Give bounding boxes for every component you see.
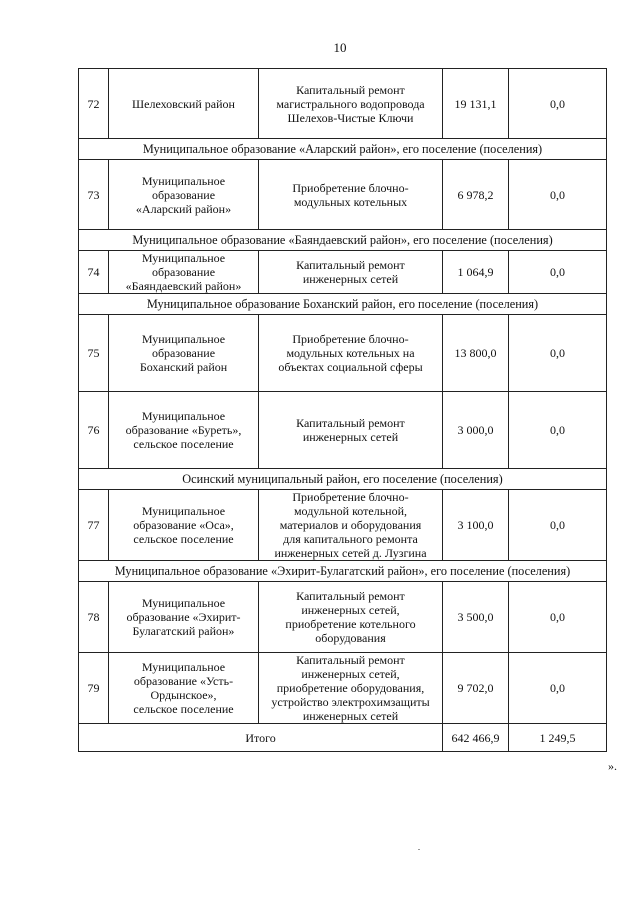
amount-cell: 19 131,1 [443, 69, 509, 139]
table-row [79, 392, 607, 469]
municipality-name-line: образование [151, 265, 216, 279]
work-description-line: инженерных сетей д. Лузгина [274, 546, 427, 560]
work-description-line: инженерных сетей [302, 430, 399, 444]
section-header: Муниципальное образование «Эхирит-Булагатский район», его поселение (поселения) [79, 561, 607, 582]
work-description-line: материалов и оборудования [279, 518, 422, 532]
work-description-line: Приобретение блочно- [292, 490, 409, 504]
municipality-name-line: Муниципальное [141, 173, 226, 188]
municipality-name-line: образование «Буреть», [125, 423, 242, 437]
municipality-name-line: Муниципальное [141, 596, 226, 610]
work-description-line: оборудования [315, 631, 386, 645]
secondary-amount-cell: 0,0 [509, 69, 607, 139]
work-description [259, 582, 443, 653]
row-number: 79 [79, 653, 109, 724]
row-number: 75 [79, 315, 109, 392]
total-secondary-amount: 1 249,5 [509, 724, 607, 752]
work-description-line: Приобретение блочно- [292, 180, 409, 195]
section-header: Муниципальное образование «Аларский район», его поселение (поселения) [79, 139, 607, 160]
work-description [259, 160, 443, 230]
closing-quote: ». [608, 759, 617, 773]
municipality-name-line: Боханский район [139, 360, 228, 374]
municipality-name [109, 251, 259, 294]
work-description-line: инженерных сетей, [301, 667, 400, 681]
funding-table [78, 68, 607, 752]
work-description-line: приобретение оборудования, [276, 681, 425, 695]
municipality-name-line: Муниципальное [141, 504, 226, 518]
work-description-line: объектах социальной сферы [278, 360, 423, 374]
municipality-name-line: образование «Оса», [133, 518, 234, 532]
row-number: 74 [79, 251, 109, 294]
municipality-name-line: Шелеховский район [132, 96, 235, 111]
amount-cell: 6 978,2 [443, 160, 509, 230]
work-description-line: инженерных сетей, [301, 603, 400, 617]
secondary-amount-cell: 0,0 [509, 653, 607, 724]
table-row [79, 582, 607, 653]
municipality-name-line: Муниципальное [141, 332, 226, 346]
municipality-name [109, 653, 259, 724]
amount-cell: 3 100,0 [443, 490, 509, 561]
amount-cell: 1 064,9 [443, 251, 509, 294]
work-description-line: приобретение котельного [285, 617, 416, 631]
section-header-row [79, 139, 607, 160]
secondary-amount-cell: 0,0 [509, 582, 607, 653]
work-description [259, 315, 443, 392]
table-row [79, 251, 607, 294]
secondary-amount-cell: 0,0 [509, 392, 607, 469]
row-number: 76 [79, 392, 109, 469]
work-description-line: магистрального водопровода [276, 96, 425, 111]
work-description-line: Капитальный ремонт [296, 258, 405, 272]
work-description [259, 69, 443, 139]
municipality-name-line: Муниципальное [141, 409, 226, 423]
municipality-name-line: сельское поселение [133, 702, 234, 716]
table-row [79, 160, 607, 230]
municipality-name-line: Булагатский район» [132, 624, 235, 638]
total-amount: 642 466,9 [443, 724, 509, 752]
municipality-name-line: сельское поселение [133, 532, 234, 546]
table-row [79, 653, 607, 724]
total-row [79, 724, 607, 752]
section-header-row [79, 294, 607, 315]
municipality-name-line: Муниципальное [141, 251, 226, 265]
municipality-name [109, 69, 259, 139]
work-description [259, 653, 443, 724]
municipality-name-line: Ордынское», [150, 688, 217, 702]
work-description-line: модульных котельных [293, 194, 408, 209]
secondary-amount-cell: 0,0 [509, 160, 607, 230]
section-header-row [79, 561, 607, 582]
amount-cell: 3 500,0 [443, 582, 509, 653]
amount-cell: 3 000,0 [443, 392, 509, 469]
section-header: Муниципальное образование «Баяндаевский район», его поселение (поселения) [79, 230, 607, 251]
section-header: Муниципальное образование Боханский район, его поселение (поселения) [79, 294, 607, 315]
table-row [79, 69, 607, 139]
work-description-line: устройство электрохимзащиты [271, 695, 430, 709]
row-number: 72 [79, 69, 109, 139]
secondary-amount-cell: 0,0 [509, 490, 607, 561]
section-header-row [79, 469, 607, 490]
row-number: 73 [79, 160, 109, 230]
page-number: 10 [333, 40, 347, 55]
table-row [79, 490, 607, 561]
work-description-line: модульной котельной, [293, 504, 408, 518]
amount-cell: 9 702,0 [443, 653, 509, 724]
work-description [259, 251, 443, 294]
secondary-amount-cell: 0,0 [509, 315, 607, 392]
scan-speck [418, 849, 420, 850]
row-number: 78 [79, 582, 109, 653]
work-description-line: инженерных сетей [302, 272, 399, 286]
work-description-line: Капитальный ремонт [296, 589, 405, 603]
section-header-row [79, 230, 607, 251]
table-row [79, 315, 607, 392]
municipality-name-line: «Баяндаевский район» [125, 279, 242, 293]
work-description-line: Капитальный ремонт [296, 653, 405, 667]
work-description-line: Капитальный ремонт [296, 416, 405, 430]
amount-cell: 13 800,0 [443, 315, 509, 392]
municipality-name-line: Муниципальное [141, 660, 226, 674]
total-label: Итого [79, 724, 443, 752]
section-header: Осинский муниципальный район, его поселение (поселения) [79, 469, 607, 490]
work-description [259, 490, 443, 561]
work-description-line: Приобретение блочно- [292, 332, 409, 346]
secondary-amount-cell: 0,0 [509, 251, 607, 294]
municipality-name-line: «Аларский район» [135, 201, 232, 216]
work-description [259, 392, 443, 469]
municipality-name-line: образование «Усть- [133, 674, 234, 688]
row-number: 77 [79, 490, 109, 561]
work-description-line: модульных котельных на [286, 346, 415, 360]
work-description-line: инженерных сетей [302, 709, 399, 723]
municipality-name-line: образование «Эхирит- [126, 610, 241, 624]
municipality-name [109, 490, 259, 561]
work-description-line: для капитального ремонта [283, 532, 418, 546]
municipality-name-line: образование [151, 187, 216, 202]
work-description-line: Капитальный ремонт [296, 82, 405, 97]
municipality-name [109, 582, 259, 653]
work-description-line: Шелехов-Чистые Ключи [287, 110, 414, 125]
municipality-name [109, 160, 259, 230]
municipality-name [109, 315, 259, 392]
municipality-name-line: образование [151, 346, 216, 360]
municipality-name [109, 392, 259, 469]
municipality-name-line: сельское поселение [133, 437, 234, 451]
